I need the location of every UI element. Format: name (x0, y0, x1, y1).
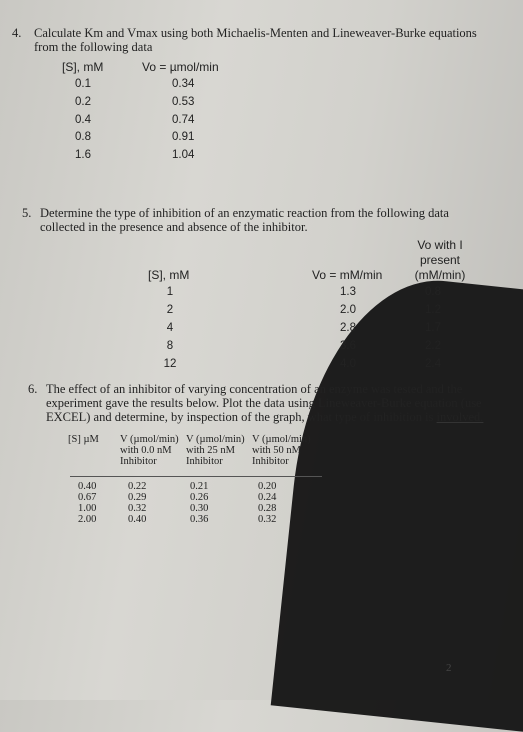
q6-table-rule (70, 476, 322, 477)
q6-cell-s: 1.00 (78, 503, 97, 514)
q5-col-s-header: [S], mM (148, 268, 190, 282)
q4-cell-v: 0.34 (172, 78, 195, 90)
q6-cell-v25: 0.30 (190, 503, 209, 514)
q5-cell-v: 3.6 (340, 340, 356, 352)
q5-cell-vi: 2.2 (425, 340, 441, 352)
q6-cell-s: 0.40 (78, 481, 97, 492)
q5-col-vi-header-line1: Vo with I (417, 238, 463, 252)
q4-cell-s: 0.4 (75, 114, 91, 126)
q4-cell-s: 1.6 (75, 149, 91, 161)
q6-col-v50-header-line3: Inhibitor (252, 456, 289, 467)
q5-text-line2: collected in the presence and absence of the inhibitor. (40, 220, 308, 234)
q4-col-v-header: Vo = µmol/min (142, 60, 219, 74)
q6-cell-s: 0.67 (78, 492, 97, 503)
q6-cell-v0: 0.22 (128, 481, 147, 492)
q4-cell-s: 0.2 (75, 96, 91, 108)
q6-col-v50-header-line1: V (µmol/min) (252, 434, 311, 445)
q5-cell-s: 12 (163, 358, 177, 370)
q5-cell-v: 2.8 (340, 322, 356, 334)
q5-number: 5. (22, 206, 32, 220)
page-number: 2 (446, 662, 452, 674)
q6-cell-v25: 0.36 (190, 514, 209, 525)
q5-text-line1: Determine the type of inhibition of an enzymatic reaction from the following data (40, 206, 449, 220)
q6-cell-s: 2.00 (78, 514, 97, 525)
q6-cell-v25: 0.21 (190, 481, 209, 492)
q4-text-line2: from the following data (34, 40, 153, 54)
q6-col-v0-header-line1: V (µmol/min) (120, 434, 179, 445)
q6-cell-v0: 0.40 (128, 514, 147, 525)
hand-shadow (271, 268, 523, 732)
q6-text-line2: experiment gave the results below. Plot the data using Lineweaver-Burke equation (use (46, 396, 482, 410)
q6-text-line3-main: EXCEL) and determine, by inspection of the graph, what type of inhibition is (46, 410, 437, 424)
q4-text-line1: Calculate Km and Vmax using both Michaelis-Menten and Lineweaver-Burke equations (34, 26, 477, 40)
q4-number: 4. (12, 26, 22, 40)
q6-col-v25-header-line1: V (µmol/min) (186, 434, 245, 445)
q5-cell-v: 2.0 (340, 304, 356, 316)
q5-cell-vi: 1.2 (425, 304, 441, 316)
q5-cell-s: 4 (166, 322, 174, 334)
q5-cell-vi: 1.7 (425, 322, 441, 334)
q6-cell-v0: 0.32 (128, 503, 147, 514)
q6-col-v0-header-line2: with 0.0 nM (120, 445, 172, 456)
q6-cell-v25: 0.26 (190, 492, 209, 503)
q6-col-s-header: [S] µM (68, 434, 99, 445)
q4-cell-v: 1.04 (172, 149, 195, 161)
q6-cell-v50: 0.28 (258, 503, 277, 514)
q5-col-vi-header-line3: (mM/min) (414, 268, 466, 282)
q6-col-v0-header-line3: Inhibitor (120, 456, 157, 467)
q5-cell-s: 8 (166, 340, 174, 352)
q6-col-v25-header-line3: Inhibitor (186, 456, 223, 467)
q6-text-line1: The effect of an inhibitor of varying concentration of an enzyme was tested and the (46, 382, 463, 396)
q5-cell-s: 2 (166, 304, 174, 316)
q6-cell-v50: 0.20 (258, 481, 277, 492)
q6-col-v25-header-line2: with 25 nM (186, 445, 236, 456)
q6-text-line3 (46, 410, 483, 424)
q4-col-s-header: [S], mM (62, 60, 104, 74)
q6-col-v50-header-line2: with 50 nM (252, 445, 302, 456)
q5-col-v-header: Vo = mM/min (312, 268, 383, 282)
q4-cell-s: 0.1 (75, 78, 91, 90)
q4-cell-v: 0.74 (172, 114, 195, 126)
q6-cell-v50: 0.24 (258, 492, 277, 503)
q5-cell-v: 1.3 (340, 286, 356, 298)
q6-text-line3-end: involved. (436, 410, 484, 424)
q5-cell-s: 1 (166, 286, 174, 298)
q6-cell-v50: 0.32 (258, 514, 277, 525)
q4-cell-v: 0.53 (172, 96, 195, 108)
q4-cell-v: 0.91 (172, 131, 195, 143)
q6-cell-v0: 0.29 (128, 492, 147, 503)
q5-cell-vi: 2.4 (425, 358, 441, 370)
q5-cell-vi: 0.8 (425, 286, 441, 298)
q5-col-vi-header-line2: present (419, 253, 461, 267)
q4-cell-s: 0.8 (75, 131, 91, 143)
q5-cell-v: 4.0 (340, 358, 356, 370)
q6-number: 6. (28, 382, 38, 396)
